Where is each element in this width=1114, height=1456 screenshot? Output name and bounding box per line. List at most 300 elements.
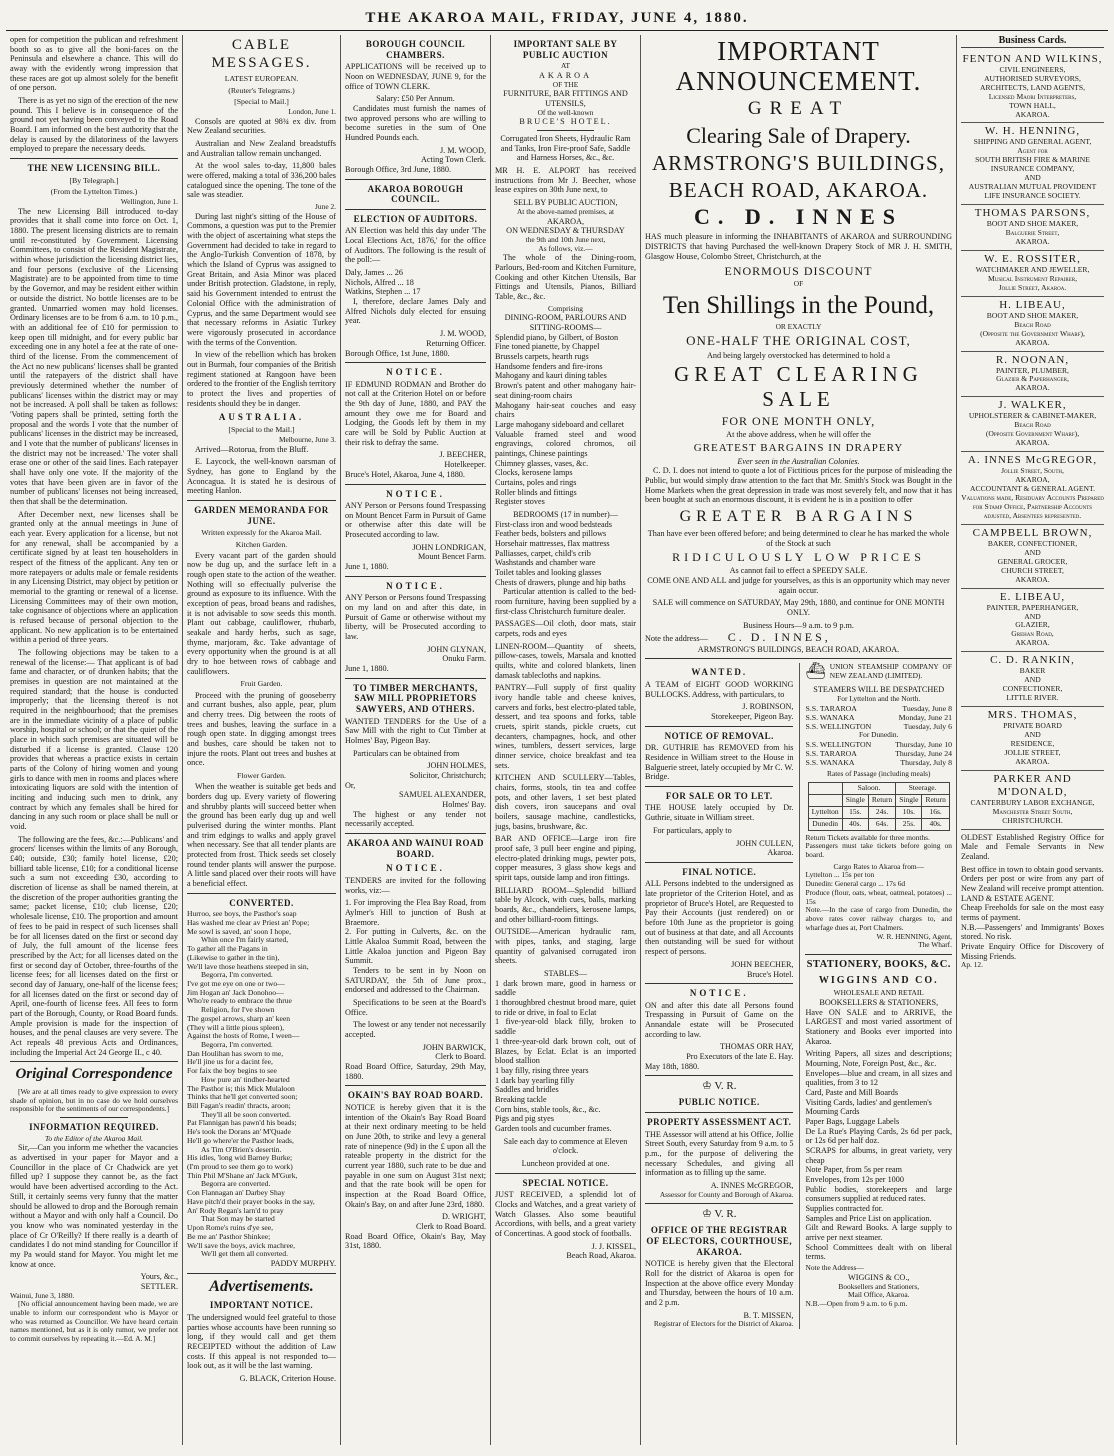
innes-p2: C. D. I. does not intend to quote a lot of Fictitious prices for the purpose of misleading the Public, but would simply draw attention to the fact that Mr. Smith's Stock was Bought in the Home Markets when the great depression in trade was most severely felt, and now that it has been bought at such an enormous discount, it is evident he is in a position to offer	[645, 466, 952, 505]
dining-list	[495, 333, 636, 507]
divider	[805, 954, 952, 955]
sale-date: SALE will commence on SATURDAY, May 29th, 1880, and continue for ONE MONTH ONLY.	[652, 598, 945, 618]
business-card-line: Beach Road	[1014, 420, 1051, 430]
timber-body: WANTED TENDERS for the Use of a Saw Mill with the right to Cut Timber at Holmes' Bay, Pigeon Bay.	[345, 716, 486, 745]
auction-place: AKAROA	[538, 70, 593, 80]
garden-paragraph: Every vacant part of the garden should now be dug up, and the surface left in a rough open state to the action of the weather. Nothing will so effectually pulverise the ground as exposure to its influence. With the exception of peas, broad beans and radishes, it is not advisable to sow seeds this month. Plant out cabbage, cauliflower, rhubarb, seakale and hardy herbs, such as sage, thyme, marjoram, &c. Take advantage of every opportunity when the ground is at all dry to hoe between rows of cabbage and cauliflowers.	[187, 550, 336, 676]
auction-sale-time: Sale each day to commence at Eleven o'clock.	[503, 1136, 628, 1156]
wainui-body4: The lowest or any tender not necessarily accepted.	[345, 1020, 486, 1039]
innes-address-row	[645, 630, 952, 644]
divider	[345, 678, 486, 679]
business-cards-title: Business Cards.	[961, 35, 1104, 48]
dining-item: Register stoves	[495, 497, 545, 507]
wainui-title: AKAROA AND WAINUI ROAD BOARD.	[346, 838, 485, 859]
notice-signature: J. BEECHER,	[439, 450, 486, 460]
property-assessment-body: THE Assessor will attend at his Office, Jollie Street South, every Saturday from 9 a.m. to 5 p.m., for the purpose of delivering the necessary Schedules, and giving all information as to filling up the same.	[645, 1129, 794, 1178]
bedrooms-list	[495, 520, 636, 588]
registry-item: N.B.—Passengers' and Immigrants' Boxes stored. No risk.	[961, 922, 1104, 942]
notice-signature: JOHN LONDRIGAN,	[412, 542, 486, 552]
business-card-line: AND	[1024, 547, 1041, 557]
dining-item: Mahogany and kauri dining tables	[495, 371, 607, 381]
rates-cell: 15s.	[842, 806, 868, 818]
business-card	[961, 771, 1104, 830]
latest-european: LATEST EUROPEAN.	[224, 74, 299, 84]
poem-line: Jim Hogan an' Jack Donohoo—	[187, 987, 284, 997]
okains-title: OKAIN'S BAY ROAD BOARD.	[347, 1090, 484, 1101]
column-4	[490, 35, 640, 1445]
info-date: Wainui, June 3, 1880.	[10, 1290, 75, 1300]
reuter: (Reuter's Telegrams.)	[228, 85, 295, 95]
stationery-item: Visiting Cards, ladies' and gentlemen's	[805, 1097, 932, 1107]
ship-date: Tuesday, June 8	[902, 703, 952, 713]
poem-line: I've got me eye on one or two—	[187, 978, 285, 988]
okains-signature-role: Clerk to Road Board.	[415, 1221, 486, 1231]
converted-title: CONVERTED.	[229, 897, 294, 908]
divider	[645, 1203, 793, 1204]
poem-line: To gather all the Pagans in	[187, 944, 268, 954]
dining-item: Fine toned pianette, by Chappel	[495, 342, 600, 352]
property-assessment-title: PROPERTY ASSESSMENT ACT.	[647, 1117, 792, 1128]
business-card-line: PAINTER, PAPERHANGER,	[986, 602, 1079, 612]
info-body: Sir,—Can you inform me whether the vacancies as advertised in your paper for Mayor and a Councillor in the place of Cr Chadwick are yet filled up? I suppose they cannot be, as the fact would have been advertised according to the Act. Still, it certainly seems very funny that the matter should be allowed to drop and the Borough remain without a Mayor and with only half a Council. Do you know who was nominated yesterday in the place of Cr O'Reilly? If there really is a dearth of candidates I do not mind standing for Councillor if my Pa would stand for Mayor. You might let me know at once.	[10, 1143, 178, 1269]
wainui-notice: NOTICE.	[386, 863, 445, 874]
timber-signature: JOHN HOLMES,	[427, 761, 486, 771]
licensing-from: (From the Lyttelton Times.)	[50, 186, 138, 196]
stables-item: Breaking tackle	[495, 1094, 547, 1104]
cable-paragraph: During last night's sitting of the House of Commons, a question was put to the Premier with the object of ascertaining what steps the Government had decided to take in regard to the Anglo-Turkish Convention of 1878, by which the Island of Cyprus was assigned to Great Britain, and Asia Minor was placed under British protection. Gladstone, in reply, said his Government intended to entrust the Colonial Office with the administration of Cyprus, and the same Department would see that necessary reforms in Asiatic Turkey were vigorously prosecuted in accordance with the terms of the Convention.	[187, 211, 336, 347]
bedroom-item: Washstands and chamber ware	[495, 558, 596, 568]
stables-list	[495, 979, 636, 1134]
business-card-line: Grehan Road,	[1011, 629, 1054, 639]
rates-header-cell: Steerage.	[896, 783, 950, 795]
business-card-line: CIVIL ENGINEERS,	[999, 64, 1066, 74]
notice-signature: JOHN GLYNAN,	[427, 644, 486, 654]
auction-whole: The whole of the Dining-room, Parlours, Bed-room and Kitchen Furniture, Cooking and other Kitchen Utensils, Bar Fittings and Utensils, Pianos, Billiard Table, &c., &c.	[495, 253, 636, 302]
business-card-name: FENTON AND WILKINS,	[962, 52, 1103, 65]
divider	[60, 1117, 127, 1118]
licensing-paragraph: The following are the fees, &c.:—Publicans' and grocers' licenses within the limits of any Borough, £40; outside, £30; family hotel license, £20; billiard table license, £10; for a conditional license such a sum not exceeding £30, according to discretion of license as shall be named therein, at the discretion of the proper authorities granting the same; packet license, £10; club license, £20; wholesale license, £10. The proportion and amount of fees to be paid in respect of such licenses shall be for all licenses dated on the first or second day of July, the full amount of the license fees prescribed by the Act; for all licenses dated on the first or second day of October, three-fourths of the license fees; for all licenses dated on the first or second day of January, one-half of the license fees; for all licenses dated on the first or second day of April, one-fourth of license fees. All fees to form part of the Borough, County, or Road Board funds. Ample provision is made for the inspection of houses, and the penal clauses are very severe. The Act repeals 48 previous Acts and Ordinances, including the Imperial Act 24 George II., c 40.	[10, 834, 178, 1057]
poem-line: Who're ready to embrace the thrue	[187, 996, 292, 1006]
registrar-role: Registrar of Electors for the District of Akaroa.	[653, 1319, 794, 1329]
business-card-line: ACCOUNTANT & GENERAL AGENT.	[970, 484, 1095, 494]
special-notice-title: SPECIAL NOTICE.	[522, 1177, 609, 1188]
stationery-body: Have ON SALE and to ARRIVE, the LARGEST and most varied assortment of Stationery and Books ever imported into Akaroa.	[805, 1007, 952, 1046]
columns	[6, 35, 1108, 1445]
rates-cell: 40s.	[842, 818, 868, 830]
column-1	[6, 35, 182, 1445]
notice-signature-role: Hotelkeeper.	[444, 460, 486, 470]
business-card	[961, 589, 1104, 653]
business-card-line: AKAROA.	[1015, 638, 1050, 648]
stationery-item: School Committees dealt with on liberal terms.	[805, 1242, 952, 1262]
armstrongs-buildings: ARMSTRONG'S BUILDINGS,	[652, 150, 945, 175]
poem-line: Begorra are converted.	[201, 1179, 271, 1189]
intro-paragraph: open for competition the publican and refreshment booth so as to give all the boni-faces on the Peninsula and elsewhere a chance. This will do away with the evidently wrong impression that these races are got up almost solely for the benefit of one person.	[10, 35, 178, 93]
business-card-line: CANTERBURY LABOR EXCHANGE,	[970, 797, 1095, 807]
info-signature: SETTLER.	[140, 1281, 178, 1291]
ship-date: Monday, June 21	[898, 712, 952, 722]
poem-line: Pat Flannigan has pawn'd his beads;	[187, 1118, 297, 1128]
poem-line: Hurroo, see boys, the Pasthor's soap	[187, 909, 297, 919]
business-card-name: CAMPBELL BROWN,	[972, 526, 1093, 539]
poem-line: Begorra, I'm converted.	[201, 970, 273, 980]
cargo-title: Cargo Rates to Akaroa from—	[833, 861, 925, 871]
cargo-line: Lyttelton ... 15s per ton	[805, 870, 875, 880]
correspondence-note: [We are at all times ready to give expression to every shade of opinion, but in no case do we hold ourselves responsible for the sentiments of our correspondents.]	[10, 1086, 178, 1114]
registry-item: Cheap Freeholds for sale on the most easy terms of payment.	[961, 903, 1104, 923]
poem-line: Against the hosts of Rome, I ween—	[187, 1031, 300, 1041]
australia-title: AUSTRALIA.	[218, 412, 305, 423]
business-card-line: GLAZIER,	[1015, 620, 1050, 630]
great-clearing-sale: GREAT CLEARING SALE	[674, 362, 923, 412]
garden-paragraph: When the weather is suitable get beds and borders dug up. Every variety of flowering and shrubby plants will succeed better when the ground has been early dug up and well pulverised during the winter months. Plant and trim edgings to walks and apply gravel when necessary. See that all tender plants are protected from frost. Thick seeds set closely round tender plants will answer the purpose. A little sand placed over their roots will have a beneficial effect.	[187, 782, 336, 888]
ship-name: S.S. WANAKA	[805, 712, 855, 722]
forsale-signature: JOHN CULLEN,	[736, 838, 794, 848]
poem-line: Me sowl is saved, an' soon I hope,	[187, 926, 292, 936]
business-card-line: Musical Instrument Repairer,	[987, 273, 1078, 283]
bcc-title: BOROUGH COUNCIL CHAMBERS.	[365, 39, 466, 60]
business-card-line: AKAROA.	[1015, 337, 1050, 347]
steamship-icon: ⛴	[805, 663, 826, 681]
forsale-particulars: For particulars, apply to	[653, 825, 732, 835]
ship-date: Tuesday, July 6	[903, 721, 952, 731]
removal-title: NOTICE OF REMOVAL.	[664, 730, 774, 741]
stationery-list	[805, 1049, 952, 1262]
business-card	[961, 205, 1104, 251]
auction-title: IMPORTANT SALE BY PUBLIC AUCTION	[513, 39, 618, 60]
rates-cell: 16s.	[922, 806, 949, 818]
business-card-line: PAINTER, PLUMBER,	[996, 365, 1069, 375]
final-body: ALL Persons indebted to the undersigned as late proprietor of the Criterion Hotel, and as proprietor of Bruce's Hotel, are Requested to Pay their Accounts (just rendered) on or before 10th June as the proprietor is going out of business at that date, and all Accounts then outstanding will be sued for without respect of persons.	[645, 879, 794, 957]
rates-header-cell	[808, 783, 842, 795]
final-title: FINAL NOTICE.	[682, 866, 757, 877]
stationery-item: Card, Paste and Mill Boards	[805, 1088, 899, 1098]
licensing-paragraph: After December next, new licenses shall be granted only at the annual meetings in June of each year. Every application for a license, but not for any renewal, shall be accompanied by a certificate signed by at least ten householders in respect of the fitness of the applicant. Any ten or more ratepayers or adults male or female residents in any Licensing District, may object by petition or memorial to the granting or renewal of a license. Licensing Committees may of their own motion, take cognisance of objections where an application is refused because of personal objection to the applicant. No new application is to be entertained within a period of three years.	[10, 509, 178, 645]
notice-date: Bruce's Hotel, Akaroa, June 4, 1880.	[345, 469, 465, 479]
business-card-name: C. D. RANKIN,	[990, 654, 1075, 667]
business-card-line: Valuations made, Residuary Accounts Prepared for Stamp Office, Partnership Accounts adjusted, Absentees represented.	[961, 493, 1104, 520]
divider	[187, 893, 336, 894]
business-card-line: AUTHORISED SURVEYORS,	[984, 73, 1081, 83]
stationery-hours: N.B.—Open from 9 a.m. to 6 p.m.	[805, 1299, 908, 1308]
notice-date: June 1, 1880.	[345, 664, 389, 674]
rates-sub-row	[808, 795, 949, 807]
column-6	[956, 35, 1108, 1445]
stables-item: 1 bay filly, rising three years	[495, 1065, 589, 1075]
bcc-signature: J. M. WOOD,	[439, 145, 486, 155]
business-card-line: WATCHMAKER AND JEWELLER,	[975, 264, 1090, 274]
business-card-line: RESIDENCE,	[1010, 738, 1055, 748]
announcement-title: IMPORTANT ANNOUNCEMENT.	[675, 36, 922, 96]
cargo-note: Note.—In the case of cargo from Dunedin, the above rates cover railway charges to, and wharfage dues at, Port Chalmers.	[805, 905, 952, 932]
info-title: INFORMATION REQUIRED.	[29, 1122, 159, 1133]
innes-name: C. D. INNES	[693, 204, 904, 230]
business-card-line: AND	[1024, 730, 1041, 740]
business-card-name: W. E. ROSSITER,	[984, 252, 1081, 265]
one-half: ONE-HALF THE ORIGINAL COST,	[686, 333, 911, 349]
dining-item: Brown's patent and other mahogany hair-seat dining-room chairs	[495, 381, 636, 400]
rates-header-cell: Saloon.	[842, 783, 896, 795]
business-card-line: Agent for	[1017, 146, 1048, 156]
business-card-line: CHURCH STREET,	[1001, 565, 1064, 575]
special-notice-address: Beach Road, Akaroa.	[566, 1251, 636, 1261]
business-card-line: TOWN HALL,	[1009, 100, 1056, 110]
notice-body: ANY Person or Persons found Trespassing on my land on and after this date, in Pursuit of Game or otherwise without my liberty, will be Prosecuted according to law.	[345, 593, 486, 642]
abc-signature-role: Returning Officer.	[426, 338, 486, 348]
wanted-body: A TEAM of EIGHT GOOD WORKING BULLOCKS. Address, with particulars, to	[645, 679, 794, 699]
advertisements-title: Advertisements.	[209, 1277, 314, 1295]
ridiculously-low: RIDICULOUSLY LOW PRICES	[672, 550, 925, 565]
abc-date: Borough Office, 1st June, 1880.	[345, 348, 450, 358]
business-card-name: PARKER AND M'DONALD,	[993, 772, 1072, 798]
business-card	[961, 525, 1104, 589]
ship-date: Thursday, July 8	[900, 758, 952, 768]
overstocked: And being largely overstocked has determined to hold a	[706, 350, 891, 360]
poem-signature: PADDY MURPHY.	[270, 1258, 336, 1268]
auction-days: ON WEDNESDAY & THURSDAY	[506, 226, 625, 236]
ship-row	[805, 749, 952, 758]
poem-line: Thin Phil M'Shane an' Jack M'Gurk,	[187, 1170, 298, 1180]
rates-title: Rates of Passage (including meals)	[827, 769, 931, 779]
column-3	[340, 35, 490, 1445]
abc-signature: J. M. WOOD,	[439, 329, 486, 339]
south-ships	[805, 740, 952, 768]
return-tickets: Return Tickets available for three months.	[805, 832, 930, 842]
abc-results	[345, 268, 486, 297]
rates-cell: 40s.	[922, 818, 949, 830]
steamers-despatched: STEAMERS WILL BE DESPATCHED	[813, 685, 945, 695]
annandale-title: NOTICE.	[689, 988, 749, 999]
dining-item: Splendid piano, by Gilbert, of Boston	[495, 332, 619, 342]
cargo-signature-place: The Wharf.	[918, 940, 952, 950]
property-assessment-role: Assessor for County and Borough of Akaroa.	[659, 1189, 794, 1199]
property-assessment-signature: A. INNES McGREGOR,	[710, 1181, 794, 1191]
or-exactly: OR EXACTLY	[775, 321, 822, 331]
cable-paragraph: Consols are quoted at 98¾ ex div. from New Zealand securities.	[187, 116, 336, 136]
stables-item: 1 five-year-old black filly, broken to saddle	[495, 1017, 636, 1037]
greater-bargains: GREATER BARGAINS	[679, 508, 918, 526]
kitchen: KITCHEN AND SCULLERY—Tables, chairs, forms, stools, tin tea and coffee pots, and other lavers, 1 set best plated dish covers, iron saucepans and oval boilers, sausage machine, candlesticks, jugs, basins, brushware, &c.	[495, 773, 636, 831]
outside: OUTSIDE—American hydraulic ram, with pipes, tanks, and staging, large quantity of galvanised corrugated iron sheets.	[495, 927, 636, 966]
licensing-paragraph: The new Licensing Bill introduced to-day provides that it shall come into force on Oct. 1, 1880. The present licensing districts are to remain until re-constituted by Government. Licensing Committees, to consist of the Resident Magistrate, within whose jurisdiction the licensing district lies, and four persons (exclusive of the Licensing Magistrate) are to be appointed from time to time by the Governor, and may be resident either within or outside the district. No bottle licenses are to be granted. Unmarried women may hold licenses. Ordinary licenses are to be from 6 a.m. to 10 p.m., with an additional fee of £10 for permission to keep open till midnight, and for every public bar exceeding one in any hotel a fee at the rate of one-third of the license. From the commencement of the Act no new publicans' licenses shall be granted until the ratepayers of the district shall have previously determined whether the number of publicans' licenses within the district may or may not be increased. A poll shall be taken as follows: 'Voting papers shall be printed, setting forth the proposal and the words I vote that the number of publicans' licenses in the district may be increased, and I vote that the number of publicans' licenses in the district may not be increased.' The voter shall erase one or other of the said lines. Each ratepayer shall have only one vote. If the majority of the votes that have been given are in favor of the number of publicans' licenses not being increased, then that shall be the determination.	[10, 206, 178, 506]
special-notice-signature: J. J. KISSEL,	[591, 1241, 636, 1251]
pound-paragraph: There is as yet no sign of the erection of the new pound. This I believe is in consequence of the ground not yet having been conveyed to the Road Board. I am informed on the best authority that the delay is caused by the dilatoriness of the lawyers employed to prepare the necessary deeds.	[10, 96, 178, 154]
divider	[345, 362, 486, 363]
bcc-signature-role: Acting Town Clerk.	[421, 155, 486, 165]
notice-signature-role: Mount Bencet Farm.	[418, 552, 486, 562]
business-card-name: J. WALKER,	[998, 399, 1067, 412]
divider	[537, 130, 593, 131]
note-the-address: Note the Address—	[805, 1263, 864, 1273]
business-card-line: CHRISTCHURCH.	[1002, 815, 1063, 825]
dining-item: Brussels carpets, hearth rugs	[495, 352, 589, 362]
greater-sub: Than have ever been offered before; and being determined to clear he has marked the whole of the Stock at such	[647, 528, 950, 548]
rates-cell: 24s.	[868, 806, 895, 818]
wainui-item: 2. For putting in Culverts, &c. on the Little Akaloa Summit Road, between the Little Akaloa junction and Pigeon Bay Summit.	[345, 927, 486, 966]
rates-sub-cell	[808, 795, 842, 807]
rates-cell: 10s.	[896, 806, 922, 818]
lower-left	[645, 663, 793, 1329]
business-card-line: CONFECTIONER,	[1002, 684, 1063, 694]
wanted-title: WANTED.	[691, 667, 748, 678]
masthead: THE AKAROA MAIL, FRIDAY, JUNE 4, 1880.	[6, 6, 1108, 31]
dining-item: Valuable framed steel and wood engravings, colored chromos, oil paintings, Chinese paintings	[495, 429, 636, 458]
union-title: UNION STEAMSHIP COMPANY OF NEW ZEALAND (LIMITED).	[829, 662, 952, 681]
ship-name: S.S. TARAROA	[805, 749, 857, 759]
ship-row	[805, 704, 952, 713]
north-ships	[805, 704, 952, 732]
australia-paragraph: Arrived—Rotorua, from the Bluff.	[195, 444, 309, 454]
auction-premises: At the above-named premises, at	[516, 206, 615, 216]
australia-paragraph: E. Laycock, the well-known oarsman of Sydney, has gone to England by the Aconcagua. It is stated he is desirous of meeting Hanlon.	[187, 457, 336, 496]
registrar-body: NOTICE is hereby given that the Electoral Roll for the district of Akaroa is open for Inspection at the above office every Monday and Thursday, between the hours of 10 a.m. and 2 p.m.	[645, 1259, 794, 1307]
divider	[187, 1273, 336, 1274]
above-address: At the above address, when he will offer the	[726, 430, 871, 440]
innes-address: ARMSTRONG'S BUILDINGS, BEACH ROAD, AKAROA.	[697, 644, 900, 654]
bedrooms-title: BEDROOMS (17 in number)—	[513, 509, 618, 519]
divider	[495, 1173, 636, 1174]
business-hours: Business Hours—9 a.m. to 9 p.m.	[743, 620, 854, 630]
business-card-name: E. LIBEAU,	[999, 590, 1066, 603]
cargo-signature: W. R. HENNING, Agent,	[876, 931, 952, 941]
registry-item: Orders per post or wire from any part of New Zealand will receive prompt attention.	[961, 874, 1104, 893]
wainui-body2: Tenders to be sent in by Noon on SATURDAY, the 5th of June prox., endorsed and addressed to the Chairman.	[345, 965, 486, 995]
business-card	[961, 397, 1104, 452]
business-card-line: Balguerie Street,	[1005, 228, 1060, 238]
info-to: To the Editor of the Akaroa Mail.	[44, 1133, 144, 1143]
abc-result: Watkins, Stephen ... 17	[345, 287, 421, 297]
rates-sub-cell: Return	[922, 795, 949, 807]
booksellers: BOOKSELLERS & STATIONERS,	[819, 997, 939, 1007]
divider	[345, 484, 486, 485]
dining-item: Chimney glasses, vases, &c.	[495, 458, 589, 468]
poem-line: Begorra, I'm converted.	[201, 1039, 273, 1049]
ap12: Ap. 12.	[961, 960, 983, 970]
auction-town: AKAROA,	[546, 216, 585, 226]
business-card-line: Licensed Maori Interpreters,	[988, 91, 1077, 101]
ten-shillings: Ten Shillings in the Pound,	[662, 292, 935, 320]
ship-row	[805, 758, 952, 767]
business-card-line: Jollie Street, South,	[1001, 466, 1064, 476]
enormous-discount: ENORMOUS DISCOUNT	[724, 264, 873, 279]
wiggins-name: WIGGINS AND CO.	[818, 975, 939, 987]
divider	[345, 1085, 486, 1086]
poem-line: His idles, 'long wid Barney Burke;	[187, 1153, 293, 1163]
garden-title: GARDEN MEMORANDA FOR JUNE.	[194, 505, 329, 526]
poem-line: The gospel arrows, sharp an' keen	[187, 1013, 291, 1023]
rates-table	[808, 782, 950, 830]
annandale-date: May 18th, 1880.	[645, 1061, 700, 1071]
stables-item: Corn bins, stable tools, &c., &c.	[495, 1104, 601, 1114]
divider	[10, 1061, 178, 1062]
auction-hotel: BRUCE'S HOTEL.	[519, 117, 612, 127]
annandale-body: ON and after this date all Persons found Trespassing in Pursuit of Game on the Annandale estate will be Prosecuted according to law.	[645, 1000, 794, 1039]
poem-line: As Tim O'Brien's desertin.	[201, 1144, 282, 1154]
bcc-body2: Candidates must furnish the names of two approved persons who are willing to become sureties in the sum of One Hundred Pounds each.	[345, 103, 486, 142]
notice-title: NOTICE.	[386, 367, 445, 378]
auction-at: AT	[560, 61, 571, 71]
june2-dateline: June 2.	[315, 202, 336, 212]
poem-line: (I'm proud to see them go to work)	[187, 1162, 293, 1172]
one-month: FOR ONE MONTH ONLY,	[721, 413, 876, 428]
poem-line: Con Flannagan an' Darbey Shay	[187, 1188, 285, 1198]
business-card-line: PRIVATE BOARD	[1003, 721, 1062, 731]
annandale-signature-role: Pro Executors of the late E. Hay.	[686, 1052, 794, 1062]
business-card-line: SHIPPING AND GENERAL AGENT,	[973, 137, 1092, 147]
business-card-line: Beach Road	[1014, 319, 1051, 329]
business-card-line: GENERAL GROCER,	[997, 556, 1068, 566]
bar-office: BAR AND OFFICE—Large iron fire proof safe, 3 pull beer engine and piping, electro-plated drinking mugs, pewter pots, copper measures, 3 glass show kegs and spirit taps, outside lamp and iron fittings.	[495, 834, 636, 883]
cable-title: CABLE MESSAGES.	[211, 37, 312, 71]
rates-header-row	[808, 783, 949, 795]
timber-or: Or,	[345, 780, 356, 790]
wainui-items	[345, 898, 486, 966]
important-notice-title: IMPORTANT NOTICE.	[209, 1300, 314, 1311]
timber-title: TO TIMBER MERCHANTS, SAW MILL PROPRIETORS SAWYERS, AND OTHERS.	[353, 682, 478, 715]
ridiculously-sub: As cannot fail to effect a SPEEDY SALE.	[729, 566, 868, 576]
bedroom-item: Feather beds, bolsters and pillows	[495, 529, 607, 539]
of: OF	[793, 279, 804, 289]
wainui-signature-role: Clerk to Board.	[435, 1052, 486, 1062]
ship-date: Thursday, June 10	[895, 739, 952, 749]
final-signature: JOHN BEECHER,	[731, 959, 794, 969]
ship-row	[805, 740, 952, 749]
poem-line: Upon Rome's ruins d'ye see,	[187, 1223, 274, 1233]
dining-item: Mahogany hair-seat couches and easy chairs	[495, 400, 636, 420]
business-card-line: AKAROA.	[1015, 438, 1050, 448]
business-card-line: AKAROA.	[1015, 237, 1050, 246]
auction-what: FURNITURE, BAR FITTINGS AND UTENSILS,	[503, 89, 628, 109]
column-5	[640, 35, 956, 1445]
business-card-line: AKAROA.	[1015, 756, 1050, 766]
business-card-line: (Opposite the Government Wharf),	[980, 328, 1085, 338]
cable-paragraph: In view of the rebellion which has broken out in Burmah, four companies of the British regiment stationed at Rangoon have been ordered to the frontier of the English territory to protect the lives and properties of residents should they be in danger.	[187, 350, 336, 408]
passages: PASSAGES—Oil cloth, door mats, stair carpets, rods and eyes	[495, 619, 636, 638]
poem-line: Whin once I'm fairly started,	[201, 935, 289, 945]
poem-line: How pure an' tindher-hearted	[201, 1074, 290, 1084]
business-card	[961, 652, 1104, 707]
vr-text: V. R.	[714, 1080, 737, 1093]
great: GREAT	[747, 98, 850, 120]
business-card-name: R. NOONAN,	[995, 353, 1070, 366]
poem-line: Dan Houlihan has sworn to me,	[187, 1048, 284, 1058]
ship-name: S.S. WELLINGTON	[805, 721, 872, 731]
stables-item: 1 dark brown mare, good in harness or saddle	[495, 978, 636, 998]
timber-body2: Particulars can be obtained from	[353, 748, 460, 758]
stables-item: Pigs and pig styes	[495, 1114, 554, 1124]
stables-item: 1 thoroughbred chestnut brood mare, quiet to ride or drive, in foal to Eclat	[495, 998, 636, 1017]
poem-line: That Son may be started	[201, 1214, 275, 1224]
cargo-line: Dunedin: General cargo ... 17s 6d	[805, 879, 906, 889]
auction-intro: Corrugated Iron Sheets, Hydraulic Ram and Tanks, Iron Fire-proof Safe, Saddle and Harness Horses, &c., &c.	[500, 134, 631, 163]
business-card-line: UPHOLSTERER & CABINET-MAKER,	[968, 411, 1097, 421]
ship-row	[805, 713, 952, 722]
registry-item: LAND & ESTATE AGENT.	[961, 893, 1054, 903]
poem-line: For faix the boy begins to see	[187, 1066, 277, 1076]
dining-item: Large mahogany sideboard and cellaret	[495, 419, 624, 429]
business-card-line: Jollie Street, Akaroa.	[998, 282, 1067, 292]
stationery-item: Note Paper, from 5s per ream	[805, 1165, 903, 1175]
final-signature-role: Bruce's Hotel.	[746, 969, 794, 979]
business-card	[961, 251, 1104, 297]
stables-item: Saddles and bridles	[495, 1085, 559, 1095]
notice-title: NOTICE.	[386, 488, 445, 499]
abc-body: AN Election was held this day under 'The Local Elections Act, 1876,' for the office of Auditors. The following is the result of the poll:—	[345, 226, 486, 265]
lyttelton-north: For Lyttelton and the North.	[837, 693, 921, 703]
timber-body3: The highest or any tender not necessarily accepted.	[345, 809, 486, 829]
public-notice-title: PUBLIC NOTICE.	[678, 1097, 760, 1108]
poem-line: Have pitch'd their prayer books in the say,	[187, 1196, 315, 1206]
